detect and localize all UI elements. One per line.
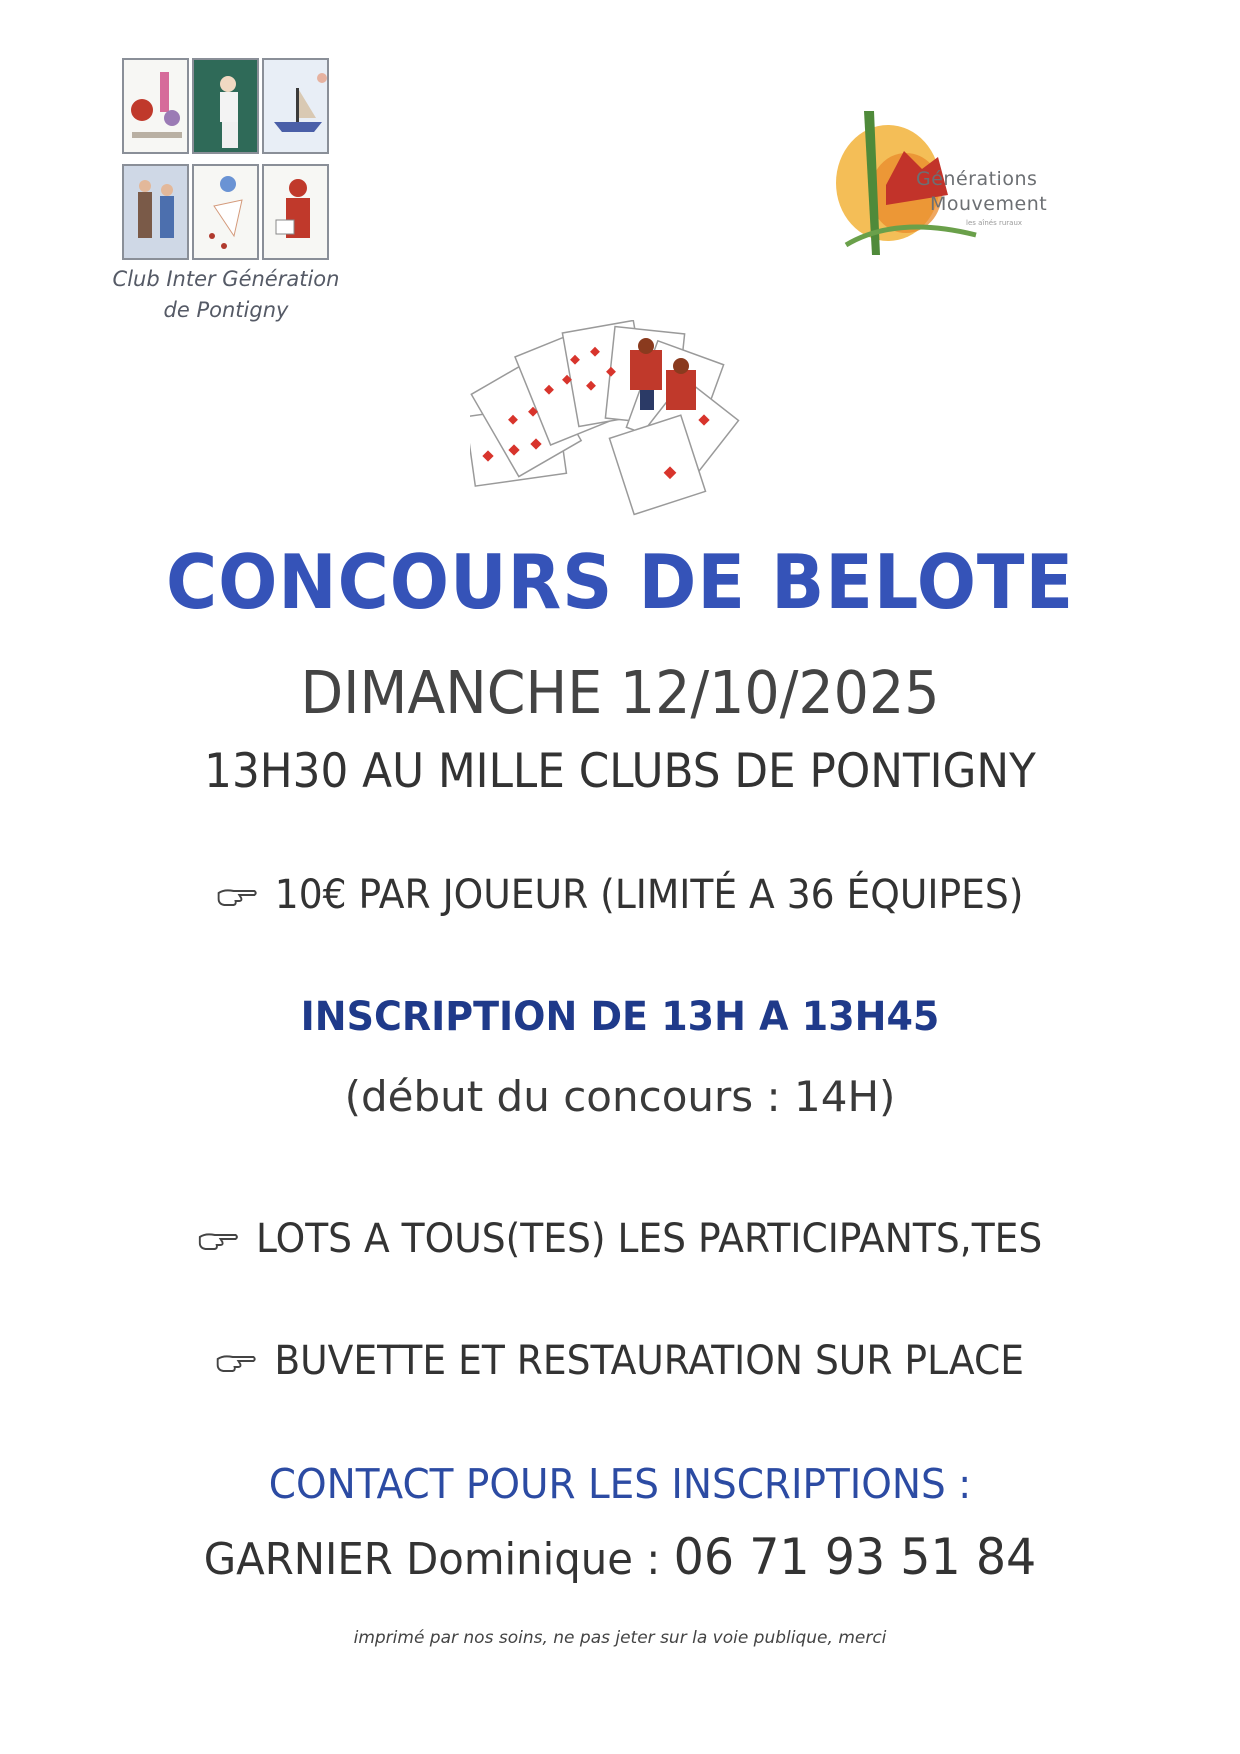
logo-panel-bowls — [122, 58, 189, 154]
gm-logo-line1: Générations — [916, 168, 1038, 190]
logo-panel-walkers — [122, 164, 189, 260]
pointing-hand-icon — [198, 1229, 239, 1253]
competition-start: (début du concours : 14H) — [344, 1072, 896, 1121]
price-line — [37, 872, 1203, 918]
contact-phone: 06 71 93 51 84 — [673, 1528, 1037, 1586]
club-caption-line2: de Pontigny — [163, 298, 289, 322]
generations-mouvement-logo — [826, 105, 1056, 255]
refreshments-line — [37, 1338, 1203, 1384]
pointing-hand-icon — [217, 885, 258, 909]
club-caption-line1: Club Inter Génération — [112, 267, 340, 291]
logo-panel-cards-player — [262, 164, 329, 260]
gm-logo-line3: les aînés ruraux — [966, 219, 1023, 227]
club-logo — [122, 58, 334, 260]
contact-name: GARNIER Dominique : — [203, 1534, 674, 1585]
logo-panel-dancer — [192, 164, 259, 260]
playing-cards-illustration — [470, 320, 770, 525]
contact-line — [31, 1528, 1209, 1586]
pointing-hand-icon — [216, 1351, 257, 1375]
gm-logo-line2: Mouvement — [930, 193, 1048, 215]
event-date: DIMANCHE 12/10/2025 — [300, 658, 940, 727]
contact-title: CONTACT POUR LES INSCRIPTIONS : — [268, 1460, 972, 1508]
refreshments-text: BUVETTE ET RESTAURATION SUR PLACE — [274, 1338, 1024, 1384]
event-venue: 13H30 AU MILLE CLUBS DE PONTIGNY — [204, 744, 1036, 799]
price-text: 10€ PAR JOUEUR (LIMITÉ A 36 ÉQUIPES) — [274, 872, 1024, 918]
logo-panel-petanque — [192, 58, 259, 154]
club-caption — [86, 264, 366, 326]
logo-panel-boat — [262, 58, 329, 154]
prizes-line — [37, 1216, 1203, 1262]
registration-hours: INSCRIPTION DE 13H A 13H45 — [300, 994, 940, 1040]
event-title: CONCOURS DE BELOTE — [165, 538, 1075, 626]
footer-note: imprimé par nos soins, ne pas jeter sur la voie publique, merci — [353, 1628, 887, 1648]
prizes-text: LOTS A TOUS(TES) LES PARTICIPANTS,TES — [255, 1216, 1043, 1262]
